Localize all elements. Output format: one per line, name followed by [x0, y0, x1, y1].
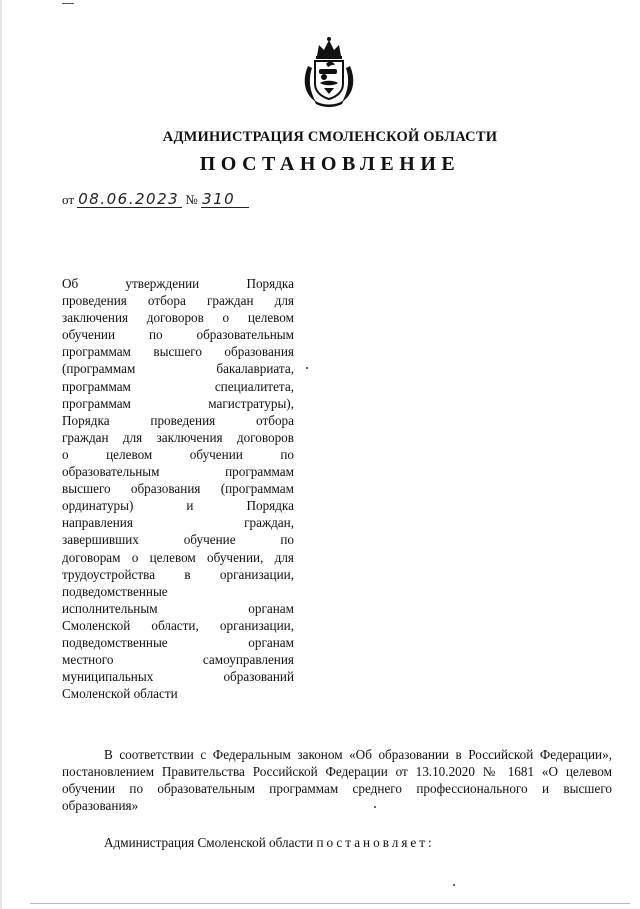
date-prefix: от: [62, 192, 75, 207]
subject-line: программам магистратуры),: [62, 395, 294, 411]
decree-prefix: Администрация Смоленской области: [104, 835, 314, 850]
organization-title: АДМИНИСТРАЦИЯ СМОЛЕНСКОЙ ОБЛАСТИ: [162, 129, 498, 145]
subject-line: подведомственные: [62, 583, 168, 599]
subject-line: Порядка проведения отбора: [62, 412, 294, 428]
subject-line: исполнительным органам: [62, 600, 294, 616]
subject-line: высшего образования (программам: [62, 481, 294, 497]
date-number-line: [62, 192, 249, 208]
subject-line: направления граждан,: [62, 515, 294, 531]
subject-line: местного самоуправления: [62, 652, 294, 668]
subject-line: трудоустройства в организации,: [62, 566, 294, 582]
subject-line: граждан для заключения договоров: [62, 429, 294, 445]
subject-line: проведения отбора граждан для: [62, 293, 294, 309]
subject-line: программам высшего образования: [62, 344, 294, 360]
coat-of-arms-emblem: [298, 36, 360, 108]
subject-line: Об утверждении Порядка: [62, 276, 294, 291]
scan-mark: [62, 3, 74, 4]
number-label: №: [185, 192, 198, 207]
subject-line: обучении по образовательным: [62, 327, 294, 343]
subject-line: заключения договоров о целевом: [62, 310, 294, 326]
subject-line: подведомственные органам: [62, 634, 294, 650]
subject-line: (программам бакалавриата,: [62, 361, 294, 377]
subject-line: завершивших обучение по: [62, 532, 294, 548]
subject-line: муниципальных образований: [62, 669, 294, 685]
scan-speck: [453, 884, 455, 886]
document-type-title: ПОСТАНОВЛЕНИЕ: [199, 153, 461, 175]
subject-line: о целевом обучении по: [62, 446, 294, 462]
subject-line: договорам о целевом обучении, для: [62, 549, 294, 565]
subject-line: ординатуры) и Порядка: [62, 498, 294, 514]
subject-line: образовательным программам: [62, 464, 294, 480]
scan-edge: [0, 0, 2, 909]
preamble-paragraph: В соответствии с Федеральным законом «Об образовании в Российской Федерации», постановлением Правительства Российской Федерации от 13.10.2020 № 1681 «О целевом обучении по образовательным программам среднего профессионального и высшего образования»: [62, 747, 612, 813]
document-date: 08.06.2023: [77, 192, 182, 208]
subject-line: Смоленской области, организации,: [62, 617, 294, 633]
decree-line: [104, 835, 435, 851]
subject-line: Смоленской области: [62, 686, 178, 702]
subject-line: программам специалитета,: [62, 378, 294, 394]
document-subject: [62, 275, 294, 702]
document-number: 310: [201, 192, 249, 208]
scan-speck: [306, 367, 308, 369]
decree-verb: постановляет:: [316, 835, 435, 850]
scan-bottom-edge: [30, 903, 630, 904]
scan-speck: [374, 806, 376, 808]
